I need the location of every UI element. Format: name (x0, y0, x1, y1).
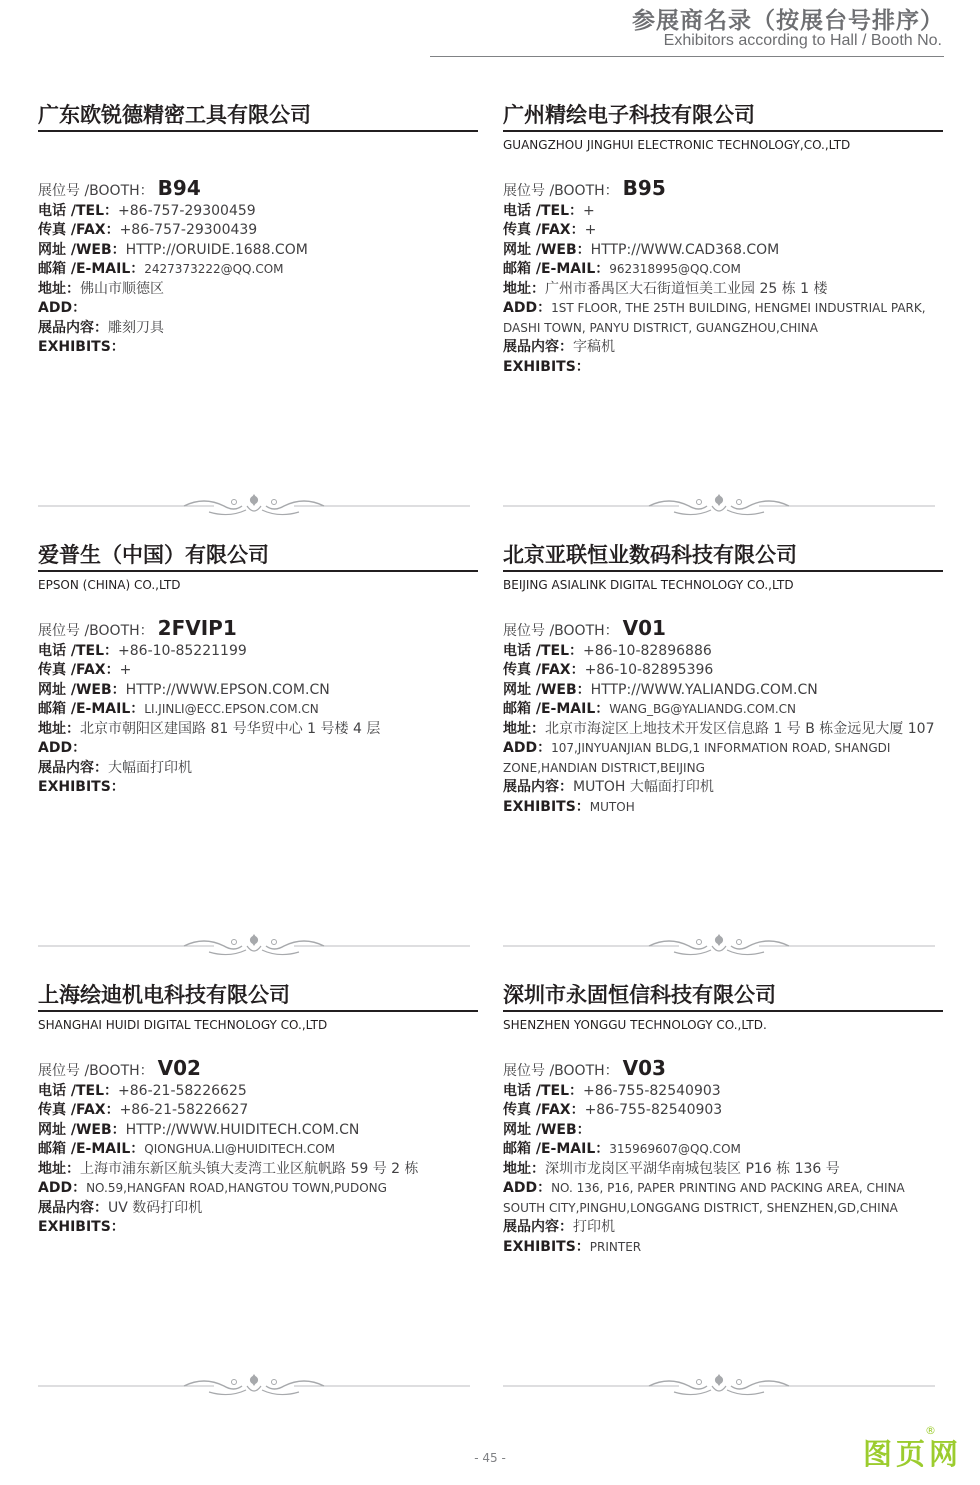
company-name-en: EPSON (CHINA) CO.,LTD (38, 578, 181, 592)
exhibits-en-label: EXHIBITS： (38, 779, 125, 795)
page-header-subtitle: Exhibitors according to Hall / Booth No. (663, 32, 942, 49)
exhibits-cn-value: 字稿机 (573, 339, 615, 355)
web-row (503, 241, 943, 261)
email-row (503, 1140, 943, 1160)
address-en-value: NO.59,HANGFAN ROAD,HANGTOU TOWN,PUDONG (86, 1181, 387, 1195)
exhibits-cn-value: UV 数码打印机 (108, 1199, 203, 1216)
booth-number: B94 (157, 176, 201, 200)
company-name-cn: 广东欧锐德精密工具有限公司 (38, 103, 311, 127)
exhibits-en-label: EXHIBITS： (503, 1238, 590, 1255)
page-header-title: 参展商名录（按展台号排序） (632, 8, 944, 34)
fax-label: 传真 /FAX： (503, 662, 585, 678)
tel-row (38, 642, 478, 662)
company-name-underline (503, 570, 943, 572)
booth-label: 展位号 /BOOTH： (503, 1063, 619, 1079)
exhibitor-fields (503, 1056, 943, 1257)
tel-label: 电话 /TEL： (503, 642, 584, 659)
exhibitor-fields (503, 616, 943, 817)
booth-number: 2FVIP1 (157, 616, 237, 640)
exhibits-en-row (503, 798, 943, 818)
company-name-underline (38, 570, 478, 572)
booth-label: 展位号 /BOOTH： (38, 1063, 154, 1079)
address-cn-label: 地址： (503, 1160, 545, 1177)
email-link[interactable]: LI.JINLI@ECC.EPSON.COM.CN (144, 702, 319, 716)
exhibits-en-label: EXHIBITS： (503, 798, 590, 815)
decorative-divider (499, 932, 939, 962)
booth-row (38, 616, 478, 642)
exhibits-cn-value: 打印机 (573, 1219, 615, 1235)
address-en-label: ADD： (503, 740, 552, 756)
address-en-label: ADD： (503, 300, 552, 316)
tel-row (503, 1082, 943, 1102)
exhibits-en-row (503, 1238, 943, 1258)
email-link[interactable]: 962318995@QQ.COM (609, 262, 741, 276)
email-row (503, 700, 943, 720)
header-divider (430, 56, 944, 57)
email-link[interactable]: WANG_BG@YALIANDG.COM.CN (609, 702, 796, 716)
tel-row (38, 1082, 478, 1102)
email-label: 邮箱 /E-MAIL： (38, 701, 145, 717)
booth-number: V02 (157, 1056, 201, 1080)
address-cn-label: 地址： (38, 1160, 80, 1177)
company-name-en (38, 137, 478, 153)
address-cn-row (503, 280, 943, 300)
address-en-row (38, 1179, 478, 1199)
web-row (38, 681, 478, 701)
web-label: 网址 /WEB： (38, 681, 126, 698)
fax-row (503, 221, 943, 241)
address-cn-row (38, 1160, 478, 1180)
tel-value: +86-757-29300459 (118, 202, 256, 219)
exhibits-cn-value: 大幅面打印机 (108, 759, 192, 776)
address-cn-row (503, 720, 943, 740)
web-link[interactable]: HTTP://WWW.CAD368.COM (590, 241, 780, 258)
address-en-row (503, 1179, 943, 1218)
fax-row (38, 1101, 478, 1121)
tel-label: 电话 /TEL： (38, 1082, 119, 1099)
tel-row (38, 202, 478, 222)
email-label: 邮箱 /E-MAIL： (38, 261, 145, 277)
exhibitor-card-v02 (38, 980, 478, 1238)
tel-row (503, 642, 943, 662)
email-label: 邮箱 /E-MAIL： (503, 261, 610, 277)
address-en-label: ADD： (38, 740, 87, 756)
email-link[interactable]: QIONGHUA.LI@HUIDITECH.COM (144, 1142, 336, 1156)
address-cn-value: 深圳市龙岗区平湖华南城包装区 P16 栋 136 号 (545, 1160, 840, 1177)
booth-number: B95 (622, 176, 666, 200)
web-label: 网址 /WEB： (38, 1121, 126, 1138)
tel-value: + (583, 202, 595, 219)
fax-row (38, 221, 478, 241)
booth-number: V03 (622, 1056, 666, 1080)
fax-label: 传真 /FAX： (503, 1102, 585, 1118)
exhibits-cn-label: 展品内容： (503, 339, 573, 355)
tel-row (503, 202, 943, 222)
fax-row (503, 661, 943, 681)
booth-label: 展位号 /BOOTH： (38, 183, 154, 199)
address-cn-label: 地址： (503, 720, 545, 737)
exhibitor-fields (38, 616, 478, 798)
exhibits-en-row (38, 778, 478, 798)
tel-label: 电话 /TEL： (38, 642, 119, 659)
exhibits-cn-row (503, 338, 943, 358)
email-row (38, 700, 478, 720)
address-cn-value: 佛山市顺德区 (80, 280, 164, 297)
address-cn-value: 广州市番禺区大石街道恒美工业园 25 栋 1 楼 (545, 280, 828, 297)
web-label: 网址 /WEB： (503, 241, 591, 258)
web-link[interactable]: HTTP://WWW.YALIANDG.COM.CN (590, 681, 818, 698)
company-name-underline (38, 1010, 478, 1012)
web-row (38, 1121, 478, 1141)
address-en-row (503, 739, 943, 778)
web-row (503, 681, 943, 701)
exhibits-en-row (38, 338, 478, 358)
web-link[interactable]: HTTP://WWW.EPSON.COM.CN (125, 681, 330, 698)
address-en-value: 1ST FLOOR, THE 25TH BUILDING, HENGMEI INDUSTRIAL PARK, DASHI TOWN, PANYU DISTRICT, GUANGZHOU,CHINA (503, 301, 926, 335)
booth-number: V01 (622, 616, 666, 640)
booth-row (38, 1056, 478, 1082)
fax-label: 传真 /FAX： (38, 1102, 120, 1118)
company-name-cn: 北京亚联恒业数码科技有限公司 (503, 543, 797, 567)
address-en-value: 107,JINYUANJIAN BLDG,1 INFORMATION ROAD, SHANGDI ZONE,HANDIAN DISTRICT,BEIJING (503, 741, 891, 775)
decorative-divider (34, 492, 474, 522)
booth-label: 展位号 /BOOTH： (503, 623, 619, 639)
exhibits-cn-label: 展品内容： (503, 1219, 573, 1235)
company-name-underline (503, 130, 943, 132)
email-row (38, 260, 478, 280)
fax-label: 传真 /FAX： (503, 222, 585, 238)
address-cn-value: 北京市朝阳区建国路 81 号华贸中心 1 号楼 4 层 (80, 720, 381, 737)
tel-value: +86-755-82540903 (583, 1082, 721, 1099)
web-link[interactable]: HTTP://ORUIDE.1688.COM (125, 241, 308, 258)
address-en-label: ADD： (38, 300, 87, 316)
exhibits-cn-value: 雕刻刀具 (108, 319, 164, 336)
company-name-cn: 爱普生（中国）有限公司 (38, 543, 269, 567)
address-cn-label: 地址： (38, 720, 80, 737)
exhibits-en-value: MUTOH (589, 799, 635, 814)
exhibits-cn-label: 展品内容： (503, 779, 573, 795)
address-en-label: ADD： (38, 1180, 87, 1196)
exhibitor-card-b95 (503, 100, 943, 377)
web-link[interactable]: HTTP://WWW.HUIDITECH.COM.CN (125, 1121, 360, 1138)
web-label: 网址 /WEB： (503, 1121, 591, 1138)
exhibits-en-value: PRINTER (589, 1239, 642, 1254)
fax-value: + (584, 222, 597, 238)
email-row (503, 260, 943, 280)
fax-row (503, 1101, 943, 1121)
address-cn-row (38, 280, 478, 300)
address-en-row (38, 299, 478, 319)
web-row (503, 1121, 943, 1141)
fax-value: +86-21-58226627 (119, 1102, 249, 1118)
exhibits-cn-row (38, 759, 478, 779)
fax-value: +86-757-29300439 (119, 222, 258, 238)
address-en-label: ADD： (503, 1180, 552, 1196)
tel-label: 电话 /TEL： (503, 202, 584, 219)
address-cn-row (503, 1160, 943, 1180)
exhibits-cn-row (38, 319, 478, 339)
exhibitor-fields (38, 1056, 478, 1238)
email-label: 邮箱 /E-MAIL： (503, 1141, 610, 1157)
fax-value: +86-10-82895396 (584, 662, 714, 678)
exhibits-cn-value: MUTOH 大幅面打印机 (573, 779, 714, 795)
address-en-value: NO. 136, P16, PAPER PRINTING AND PACKING AREA, CHINA SOUTH CITY,PINGHU,LONGGANG DISTRICT, SHENZHEN,GD,CHINA (503, 1181, 905, 1215)
exhibits-en-label: EXHIBITS： (38, 1219, 125, 1235)
address-cn-row (38, 720, 478, 740)
email-label: 邮箱 /E-MAIL： (38, 1141, 145, 1157)
company-name-underline (38, 130, 478, 132)
exhibits-cn-row (503, 778, 943, 798)
address-cn-value: 北京市海淀区上地技术开发区信息路 1 号 B 栋金远见大厦 107 (545, 720, 935, 737)
email-label: 邮箱 /E-MAIL： (503, 701, 610, 717)
company-name-en: SHANGHAI HUIDI DIGITAL TECHNOLOGY CO.,LTD (38, 1018, 328, 1032)
fax-value: +86-755-82540903 (584, 1102, 723, 1118)
company-name-en: GUANGZHOU JINGHUI ELECTRONIC TECHNOLOGY,CO.,LTD (503, 138, 851, 152)
booth-row (38, 176, 478, 202)
company-name-cn: 广州精绘电子科技有限公司 (503, 103, 755, 127)
web-row (38, 241, 478, 261)
decorative-divider (499, 492, 939, 522)
tel-label: 电话 /TEL： (503, 1082, 584, 1099)
fax-value: + (119, 662, 132, 678)
decorative-divider (499, 1372, 939, 1402)
tel-value: +86-10-82896886 (583, 642, 712, 659)
address-en-row (38, 739, 478, 759)
exhibitor-card-v01 (503, 540, 943, 817)
company-name-cn: 上海绘迪机电科技有限公司 (38, 983, 290, 1007)
company-name-en: BEIJING ASIALINK DIGITAL TECHNOLOGY CO.,LTD (503, 578, 794, 592)
web-label: 网址 /WEB： (38, 241, 126, 258)
booth-row (503, 1056, 943, 1082)
exhibits-cn-label: 展品内容： (38, 759, 108, 776)
email-link[interactable]: 315969607@QQ.COM (609, 1142, 741, 1156)
page-number: - 45 - (474, 1451, 506, 1465)
site-watermark: 图页网 (862, 1437, 962, 1471)
booth-row (503, 176, 943, 202)
company-name-cn: 深圳市永固恒信科技有限公司 (503, 983, 776, 1007)
tel-label: 电话 /TEL： (38, 202, 119, 219)
fax-row (38, 661, 478, 681)
address-cn-label: 地址： (38, 280, 80, 297)
exhibits-en-row (503, 358, 943, 378)
booth-row (503, 616, 943, 642)
exhibits-en-label: EXHIBITS： (38, 339, 125, 355)
decorative-divider (34, 932, 474, 962)
exhibitor-fields (503, 176, 943, 377)
address-cn-value: 上海市浦东新区航头镇大麦湾工业区航帆路 59 号 2 栋 (80, 1160, 419, 1177)
exhibits-cn-label: 展品内容： (38, 1199, 108, 1216)
tel-value: +86-21-58226625 (118, 1082, 247, 1099)
company-name-en: SHENZHEN YONGGU TECHNOLOGY CO.,LTD. (503, 1018, 767, 1032)
address-cn-label: 地址： (503, 280, 545, 297)
exhibitor-card-2fvip1 (38, 540, 478, 798)
fax-label: 传真 /FAX： (38, 662, 120, 678)
email-row (38, 1140, 478, 1160)
decorative-divider (34, 1372, 474, 1402)
exhibitor-fields (38, 176, 478, 358)
booth-label: 展位号 /BOOTH： (38, 623, 154, 639)
web-label: 网址 /WEB： (503, 681, 591, 698)
booth-label: 展位号 /BOOTH： (503, 183, 619, 199)
address-en-row (503, 299, 943, 338)
exhibitor-card-b94 (38, 100, 478, 358)
registered-mark: ® (925, 1424, 936, 1437)
exhibits-en-row (38, 1218, 478, 1238)
exhibits-en-label: EXHIBITS： (503, 358, 590, 375)
company-name-underline (503, 1010, 943, 1012)
exhibits-cn-row (503, 1218, 943, 1238)
exhibitor-card-v03 (503, 980, 943, 1257)
exhibits-cn-row (38, 1199, 478, 1219)
tel-value: +86-10-85221199 (118, 642, 247, 659)
email-link[interactable]: 2427373222@QQ.COM (144, 262, 284, 276)
exhibits-cn-label: 展品内容： (38, 319, 108, 336)
fax-label: 传真 /FAX： (38, 222, 120, 238)
